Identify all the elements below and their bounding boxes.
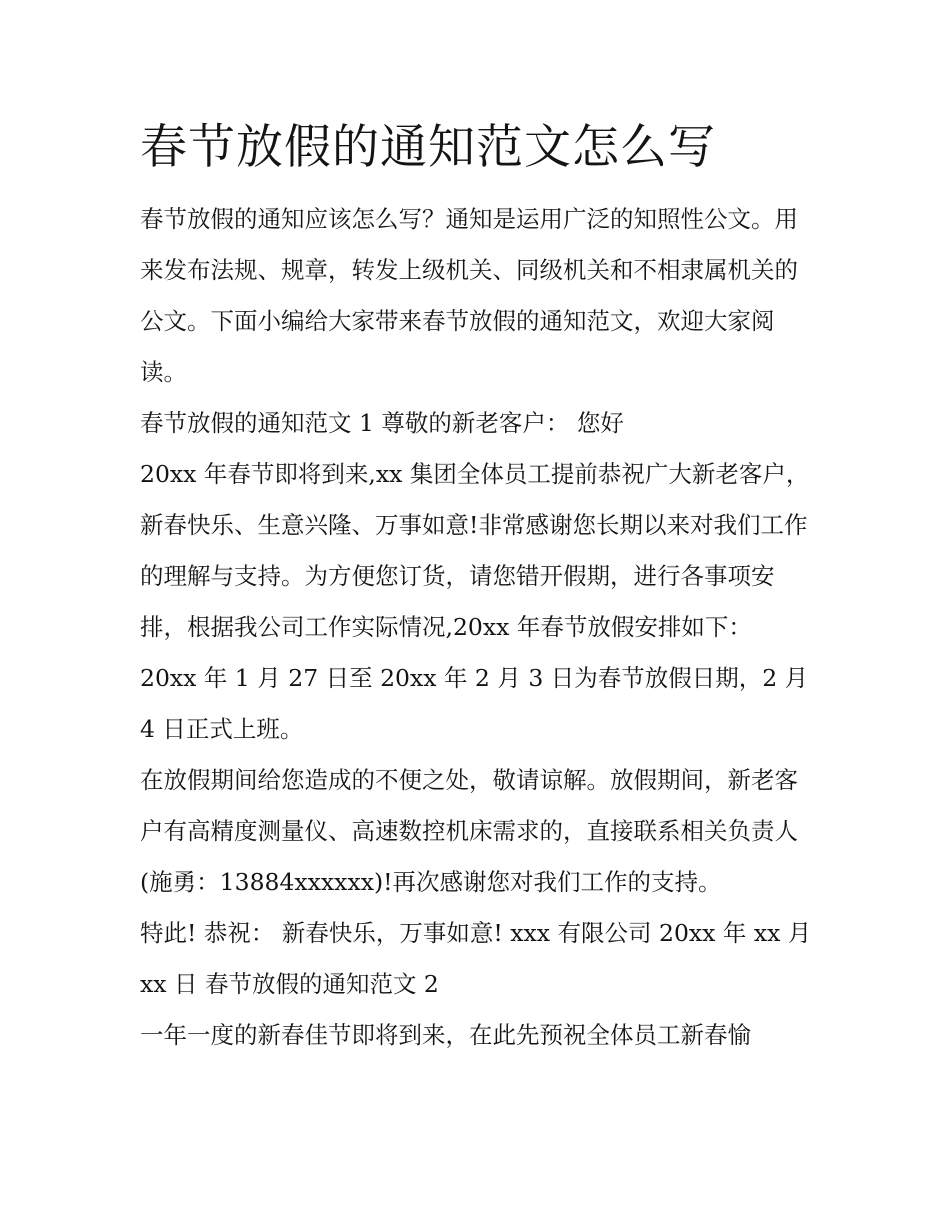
paragraph-announcement: 20xx 年春节即将到来,xx 集团全体员工提前恭祝广大新老客户，新春快乐、生意兴隆、万事如意!非常感谢您长期以来对我们工作的理解与支持。为方便您订货，请您错开假期，进行各事项安排，根据我公司工作实际情况,20xx 年春节放假安排如下：	[140, 460, 810, 641]
paragraph-intro: 春节放假的通知应该怎么写？通知是运用广泛的知照性公文。用来发布法规、规章，转发上级机关、同级机关和不相隶属机关的公文。下面小编给大家带来春节放假的通知范文，欢迎大家阅读。	[140, 205, 798, 386]
document-title: 春节放假的通知范文怎么写	[140, 120, 716, 175]
paragraph-holiday-dates: 20xx 年 1 月 27 日至 20xx 年 2 月 3 日为春节放假日期，2 月 4 日正式上班。	[140, 664, 809, 743]
document-page	[140, 112, 820, 1061]
paragraph-apology-contact: 在放假期间给您造成的不便之处，敬请谅解。放假期间，新老客户有高精度测量仪、高速数控机床需求的，直接联系相关负责人(施勇：13884xxxxxx)!再次感谢您对我们工作的支持。	[140, 766, 798, 896]
paragraph-greeting: 春节放假的通知范文 1 尊敬的新老客户： 您好	[140, 409, 624, 437]
paragraph-closing: 特此! 恭祝： 新春快乐，万事如意! xxx 有限公司 20xx 年 xx 月 xx 日 春节放假的通知范文 2	[140, 919, 812, 998]
paragraph-sample-2-start: 一年一度的新春佳节即将到来，在此先预祝全体员工新春愉	[140, 1021, 751, 1049]
